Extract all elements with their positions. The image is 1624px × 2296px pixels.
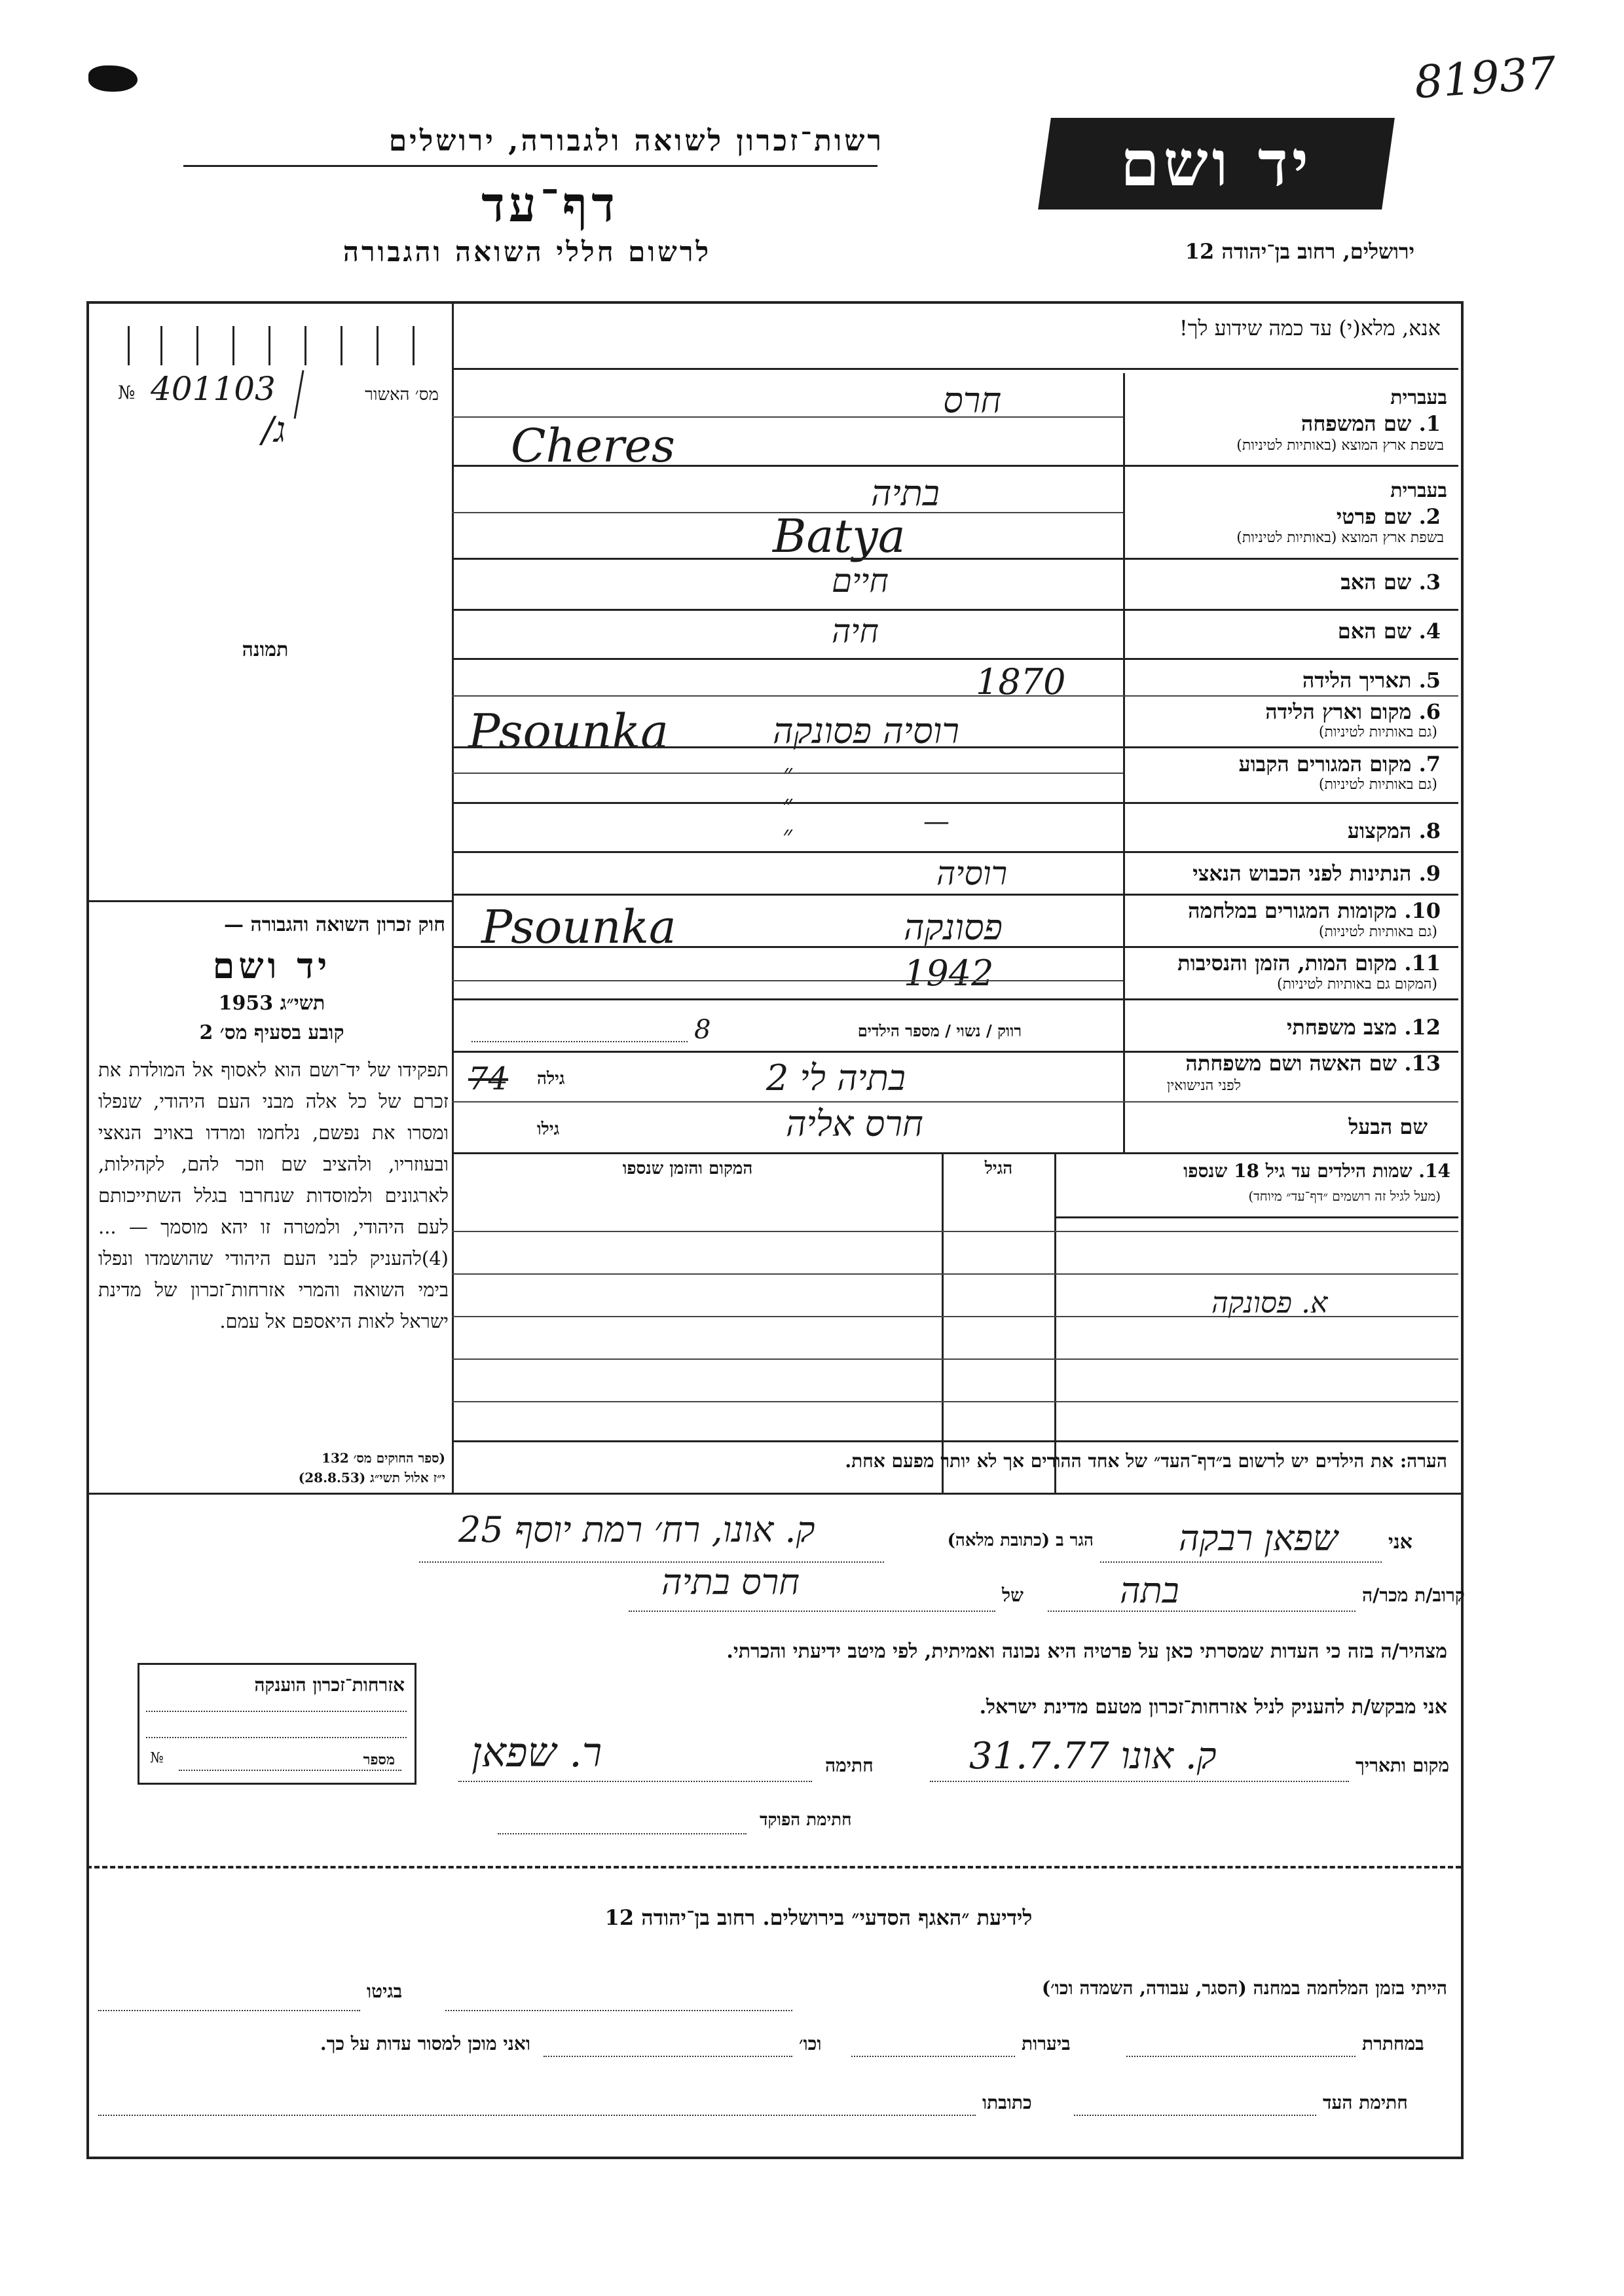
address: ירושלים, רחוב בן־יהודה 12 <box>1185 239 1414 264</box>
law-clause: קובע בסעיף מס׳ 2 <box>199 1021 344 1044</box>
decl-lives-label: הגר ב (כתובת מלאה) <box>947 1531 1094 1550</box>
approval-label: מס׳ האשור <box>365 385 439 405</box>
decl-request: אני מבקש/ת להעניק לניל אזרחות־זכרון מטעם מדינת ישראל. <box>979 1696 1447 1719</box>
field-6-value-latin: Psounka <box>468 704 669 759</box>
children-col-age: הגיל <box>984 1159 1013 1178</box>
law-body: תפקידו של יד־ושם הוא לאסוף אל המולדת את זכרם של כל אלה מבני העם היהודי, שנפלו ומסרו את נפשם, נלחמו ומרדו באויב הנאצי ובעוזריו, ולהציב שם וזכר להם, לקהילות, לארגונים ולמוסדות שנחרבו בגלל השתייכותם לעם היהודי, ולמטרה זו יהא מוסמך — ...(4)להעניק לבני העם היהודי שהושמדו ונפלו בימי השואה והמרי אזרחות־זכרון של מדינת ישראל לאות היאספם אל עמם. <box>98 1059 449 1332</box>
citizenship-box <box>138 1663 416 1785</box>
field-6-label: 6. מקום וארץ הלידה <box>1265 699 1441 724</box>
field-10-value-he: פסונקה <box>904 907 1003 948</box>
footer-line3-b: כתובתו <box>982 2092 1032 2113</box>
law-ref-date: י״ז אלול תשי״ג (28.8.53) <box>298 1470 445 1485</box>
field-10-label: 10. מקומות המגורים במלחמה <box>1188 898 1441 923</box>
children-title: 14. שמות הילדים עד גיל 18 שנספו <box>1183 1160 1450 1182</box>
archive-number: 81937 <box>1412 47 1558 109</box>
logo-text: יד ושם <box>1120 126 1313 200</box>
field-13-label: 13. שם האשה ושם משפחתה <box>1185 1051 1441 1076</box>
children-sub: (מעל לגיל זה רושמים ״דף־עד״ מיוחד) <box>1248 1188 1441 1204</box>
citizenship-no-label: מספר <box>363 1751 395 1768</box>
field-11-label: 11. מקום המות, הזמן והנסיבות <box>1177 951 1441 975</box>
field-2-value-he: בתיה <box>871 473 940 514</box>
decl-relation: בתה <box>1120 1570 1179 1611</box>
law-year: 1953 תשי״ג <box>218 992 325 1015</box>
footer-line3-a: חתימת העד <box>1323 2092 1408 2113</box>
children-note: הערה: את הילדים יש לרשום ב״דף־העד״ של אחד ההורים אך לא יותר מפעם אחת. <box>845 1450 1447 1472</box>
law-ref: (ספר החוקים מס׳ 132 <box>322 1450 445 1466</box>
footer-line2-b: ביערות <box>1022 2033 1071 2054</box>
decl-address: ק. אונו, רח׳ רמת יוסף 25 <box>458 1509 815 1550</box>
approval-number: 401103 <box>151 370 276 408</box>
footer-line1-end: בגיטו <box>367 1980 403 2002</box>
field-13-value: בתיה לי 2 <box>766 1057 906 1099</box>
law-title: חוק זכרון השואה והגבורה — <box>224 913 445 936</box>
field-7-value: ״ ״ ״ <box>782 759 845 850</box>
field-7-sub: (גם באותיות לטיניות) <box>1318 776 1437 793</box>
cut-line <box>86 1866 1461 1868</box>
field-10-sub: (גם באותיות לטיניות) <box>1318 924 1437 940</box>
field-10-value-latin: Psounka <box>481 900 676 954</box>
field-8-label: 8. המקצוע <box>1347 818 1441 843</box>
citizenship-title: אזרחות־זכרון הוענקה <box>254 1674 405 1696</box>
field-husband-value: חרס אליה <box>786 1103 923 1144</box>
field-2-lang: בעברית <box>1390 479 1447 502</box>
decl-statement: מצהיר/ה בזה כי העדות שמסרתי כאן על פרטיה היא נכונה ואמיתית, לפי מיטב ידיעתי והכרתי. <box>726 1640 1447 1663</box>
field-4-label: 4. שם האם <box>1337 619 1441 644</box>
footer-line2-c: וכו׳ <box>799 2033 822 2054</box>
field-husband-label: שם הבעל <box>1348 1114 1428 1139</box>
approval-prefix: № <box>118 382 136 403</box>
authority-name: רשות־זכרון לשואה ולגבורה, ירושלים <box>388 124 884 158</box>
field-12-options: רווק / נשוי / מספר הילדים <box>857 1021 1022 1040</box>
citizenship-no-prefix: № <box>150 1750 164 1766</box>
footer-line2-d: ואני מוכן למסור עדות על כך. <box>320 2033 530 2054</box>
field-5-value: 1870 <box>976 661 1066 702</box>
photo-label: תמונה <box>242 638 289 661</box>
footer-title: לידיעת ״האגף הסדעי״ בירושלים. רחוב בן־יהודה 12 <box>604 1905 1033 1930</box>
decl-i-label: אני <box>1388 1531 1412 1554</box>
decl-place-date-label: מקום ותאריך <box>1356 1755 1450 1776</box>
field-8-value: — <box>923 807 950 837</box>
decl-place-date: ק. אונו 31.7.77 <box>969 1735 1217 1777</box>
yad-vashem-logo <box>1038 118 1395 210</box>
approval-ticks <box>111 326 445 365</box>
form-subtitle: לרשום חללי השואה והגבורה <box>342 236 712 268</box>
footer-line1-label: הייתי בזמן המלחמה במחנה (הסגר, עבודה, השמדה וכו׳) <box>1041 1977 1447 1999</box>
field-4-value: חיה <box>832 612 879 650</box>
field-1-sub: בשפת ארץ המוצא (באותיות לטיניות) <box>1236 437 1444 454</box>
field-13-sub: לפני הנישואין <box>1166 1078 1241 1094</box>
children-col-place: המקום והזמן שנספו <box>622 1159 753 1178</box>
field-1-value-latin: Cheres <box>511 419 675 473</box>
decl-declarant: שפאן רבקה <box>1179 1518 1338 1559</box>
field-11-sub: (המקום גם באותיות לטיניות) <box>1277 976 1437 993</box>
child-entry: א. פסונקה <box>1211 1286 1328 1320</box>
field-9-value: רוסיה <box>936 854 1008 892</box>
field-2-value-latin: Batya <box>773 509 906 563</box>
field-3-label: 3. שם האב <box>1340 570 1441 594</box>
field-9-label: 9. הנתינות לפני הכבוש הנאצי <box>1192 861 1441 886</box>
decl-of-label: של <box>1002 1584 1024 1606</box>
field-7-label: 7. מקום המגורים הקבוע <box>1238 752 1441 776</box>
decl-relation-label: קרוב/ת מכר/ה <box>1362 1584 1465 1606</box>
field-1-value-he: חרס <box>943 380 1002 421</box>
field-6-sub: (גם באותיות לטיניות) <box>1318 724 1437 740</box>
field-3-value: חיים <box>832 562 889 600</box>
intro-text: אנא, מלא(י) עד כמה שידוע לך! <box>1179 316 1441 340</box>
field-1-lang: בעברית <box>1390 386 1447 409</box>
field-6-value-he: רוסיה פסונקה <box>773 710 959 752</box>
field-11-value: 1942 <box>904 953 994 994</box>
field-2-sub: בשפת ארץ המוצא (באותיות לטיניות) <box>1236 530 1444 546</box>
field-13-age-label: גילה <box>537 1069 565 1089</box>
decl-signature: ר. שפאן <box>471 1728 602 1776</box>
law-name: יד ושם <box>212 945 331 987</box>
field-2-label: 2. שם פרטי <box>1336 504 1441 529</box>
decl-of: חרס בתיה <box>661 1561 800 1603</box>
field-12-label: 12. מצב משפחתי <box>1287 1015 1441 1040</box>
field-husband-age-label: גילו <box>537 1120 560 1139</box>
approval-extra: /ג <box>262 409 286 450</box>
decl-officer-label: חתימת הפוקד <box>760 1810 852 1830</box>
field-12-value: 8 <box>694 1015 711 1045</box>
footer-line2-a: במחתרת <box>1362 2033 1424 2054</box>
field-13-age: 74 <box>468 1061 509 1097</box>
form-title: דף־עד <box>481 177 619 233</box>
field-1-label: 1. שם המשפחה <box>1301 411 1441 436</box>
decl-signature-label: חתימה <box>825 1755 874 1776</box>
field-5-label: 5. תאריך הלידה <box>1302 668 1441 693</box>
ink-blot <box>88 65 138 92</box>
